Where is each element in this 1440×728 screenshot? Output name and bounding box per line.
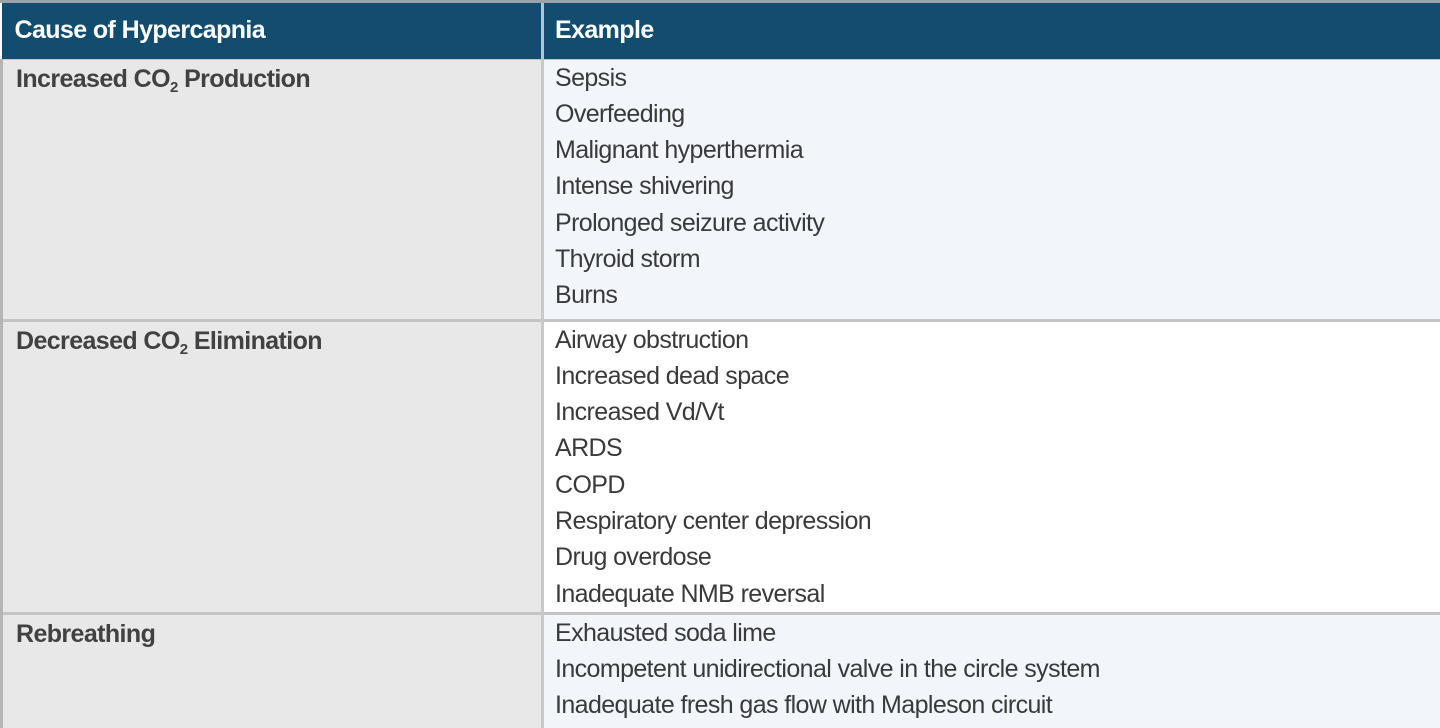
examples-cell	[543, 59, 1440, 320]
cause-cell	[2, 613, 543, 728]
table-row	[2, 613, 1440, 728]
hypercapnia-causes-table	[0, 3, 1440, 728]
example-item: Incompetent unidirectional valve in the circle system	[555, 651, 1440, 687]
example-item: ARDS	[555, 430, 1440, 466]
example-item: Thyroid storm	[555, 241, 1440, 277]
cause-label: Increased $CO_2$ Production	[16, 64, 541, 94]
table-row	[2, 59, 1440, 320]
example-item: Sepsis	[555, 60, 1440, 96]
example-item: COPD	[555, 467, 1440, 503]
example-item: Inadequate NMB reversal	[555, 576, 1440, 612]
example-item: Burns	[555, 277, 1440, 313]
column-header-example: Example	[543, 3, 1440, 59]
example-item: Respiratory center depression	[555, 503, 1440, 539]
example-item: Increased Vd/Vt	[555, 394, 1440, 430]
example-item: Exhausted soda lime	[555, 615, 1440, 651]
cause-cell	[2, 59, 543, 320]
table-header-row	[2, 3, 1440, 59]
table-row	[2, 320, 1440, 613]
example-item: Drug overdose	[555, 539, 1440, 575]
example-item: Increased dead space	[555, 358, 1440, 394]
examples-cell	[543, 320, 1440, 613]
cause-label: Decreased $CO_2$ Elimination	[16, 326, 541, 356]
example-item: Malignant hyperthermia	[555, 132, 1440, 168]
example-item: Inadequate fresh gas flow with Mapleson circuit	[555, 687, 1440, 723]
examples-cell	[543, 613, 1440, 728]
example-item: Overfeeding	[555, 96, 1440, 132]
example-item: Airway obstruction	[555, 322, 1440, 358]
cause-cell	[2, 320, 543, 613]
example-item: Intense shivering	[555, 168, 1440, 204]
example-item: Prolonged seizure activity	[555, 205, 1440, 241]
cause-label: Rebreathing	[16, 619, 541, 649]
column-header-cause: Cause of Hypercapnia	[2, 3, 543, 59]
